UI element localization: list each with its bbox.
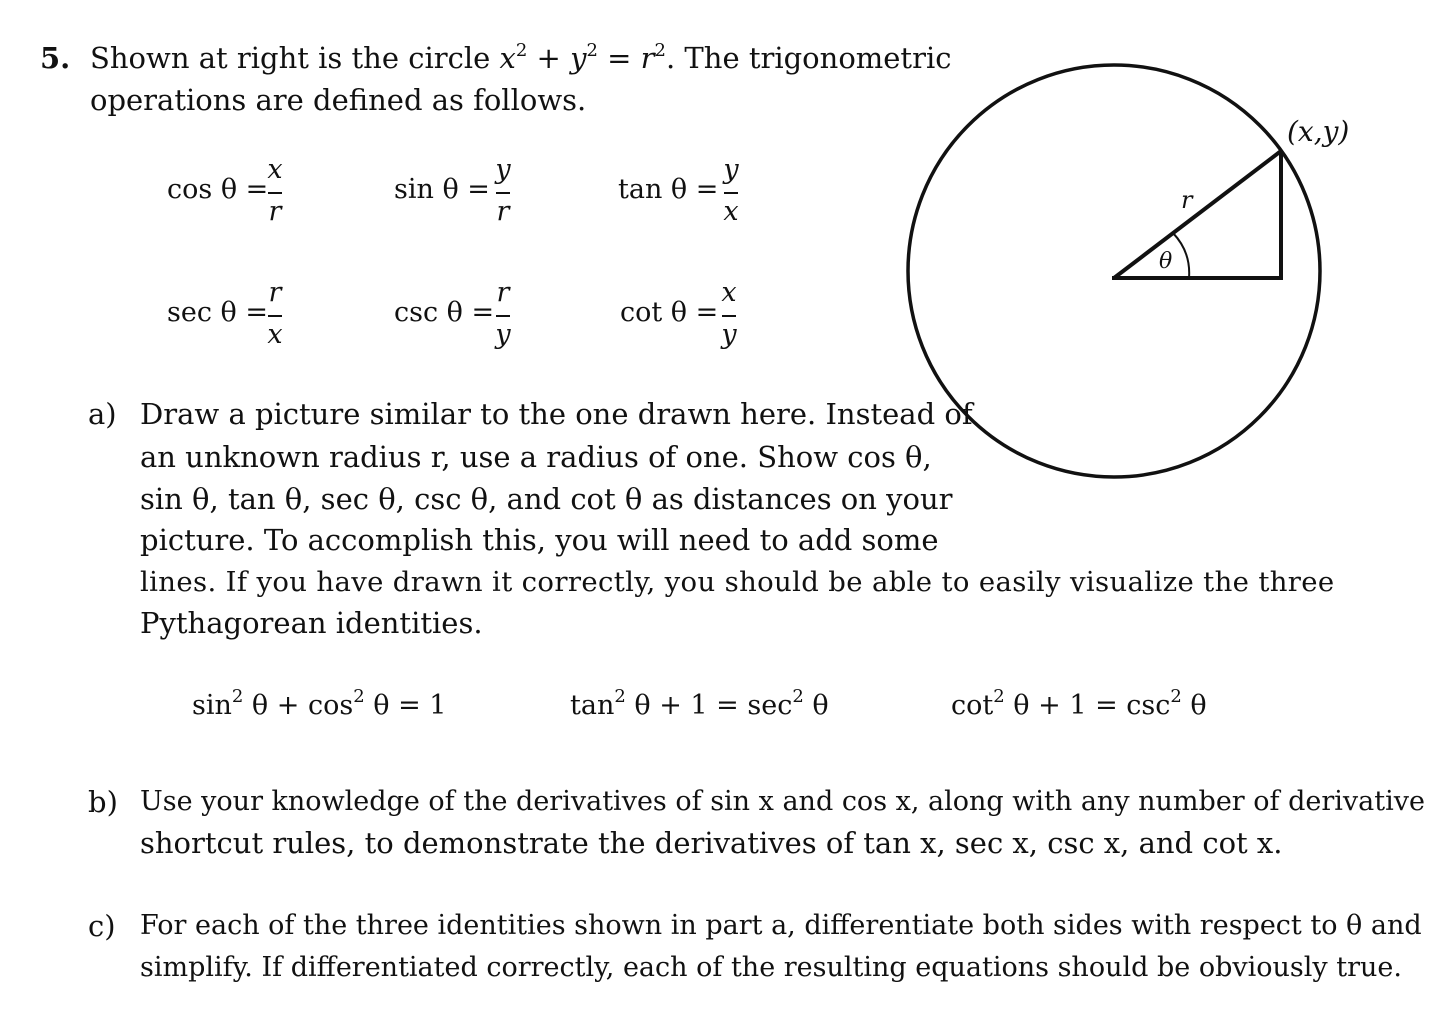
sup-r: 2 xyxy=(654,40,666,61)
identity-1-sup2: 2 xyxy=(353,686,365,707)
problem-intro-line-2: operations are defined as follows. xyxy=(90,83,587,117)
part-c-label: c) xyxy=(88,909,116,943)
def-sec-lhs: sec θ = xyxy=(167,297,268,328)
part-b-line-2: shortcut rules, to demonstrate the derivatives of tan x, sec x, csc x, and cot x. xyxy=(140,826,1283,860)
def-sec-den: x xyxy=(267,319,283,350)
def-csc-num: r xyxy=(496,277,510,308)
radius-line xyxy=(1114,151,1281,278)
sup-x: 2 xyxy=(515,40,528,61)
identity-3-c: θ xyxy=(1181,690,1207,721)
part-c-line-2: simplify. If differentiated correctly, each of the resulting equations should be obviously true. xyxy=(140,952,1402,983)
def-tan-num: y xyxy=(723,154,739,185)
part-b-line-1: Use your knowledge of the derivatives of sin x and cos x, along with any number of derivative xyxy=(140,786,1425,817)
part-a-label: a) xyxy=(88,397,117,431)
angle-arc xyxy=(1173,233,1189,278)
def-cot-den: y xyxy=(721,319,737,350)
intro-text-pre: Shown at right is the circle xyxy=(90,41,500,75)
sup-y: 2 xyxy=(586,40,598,61)
point-label: (x,y) xyxy=(1287,115,1350,148)
identity-sin-cos xyxy=(192,686,447,721)
identity-1-c: θ = 1 xyxy=(364,690,447,721)
def-sin-num: y xyxy=(495,154,511,185)
part-a-line-1: Draw a picture similar to the one drawn here. Instead of xyxy=(140,397,973,431)
def-cot-num: x xyxy=(721,277,737,308)
identity-2-sup1: 2 xyxy=(614,686,626,707)
circle-eq-r: r xyxy=(640,41,655,75)
part-c-line-1: For each of the three identities shown in part a, differentiate both sides with respect to θ and xyxy=(140,910,1422,941)
part-a-line-6: Pythagorean identities. xyxy=(140,606,483,640)
identity-2-a: tan xyxy=(570,690,615,721)
circle-eq-x: x xyxy=(499,41,516,75)
def-tan-lhs: tan θ = xyxy=(618,174,719,205)
identity-2-b: θ + 1 = sec xyxy=(625,690,793,721)
identity-1-a: sin xyxy=(192,690,232,721)
circle-eq-plus: + xyxy=(527,41,571,75)
part-a-line-2: an unknown radius r, use a radius of one. Show cos θ, xyxy=(140,440,932,474)
part-a-line-3: sin θ, tan θ, sec θ, csc θ, and cot θ as distances on your xyxy=(140,482,953,516)
circle-eq-y: y xyxy=(570,41,587,75)
part-b-label: b) xyxy=(88,785,118,819)
angle-label: θ xyxy=(1159,249,1173,274)
def-tan-den: x xyxy=(723,196,739,227)
identity-2-sup2: 2 xyxy=(792,686,804,707)
identity-1-sup1: 2 xyxy=(231,686,244,707)
def-cos-den: r xyxy=(268,196,282,227)
def-csc-lhs: csc θ = xyxy=(394,297,495,328)
def-sec-num: r xyxy=(268,277,282,308)
def-cos-lhs: cos θ = xyxy=(167,174,269,205)
part-a-line-4: picture. To accomplish this, you will need to add some xyxy=(140,523,939,557)
identity-3-a: cot xyxy=(951,690,994,721)
def-cot-lhs: cot θ = xyxy=(620,297,719,328)
part-a-line-5: lines. If you have drawn it correctly, you should be able to easily visualize the three xyxy=(140,566,1335,598)
identity-tan-sec xyxy=(570,686,829,721)
def-sin-lhs: sin θ = xyxy=(394,174,490,205)
def-sin-den: r xyxy=(496,196,510,227)
circle-eq-equals: = xyxy=(597,41,641,75)
identity-3-sup1: 2 xyxy=(993,686,1005,707)
def-cos-num: x xyxy=(267,154,283,185)
def-csc-den: y xyxy=(495,319,511,350)
identity-1-b: θ + cos xyxy=(243,690,354,721)
intro-text-post: . The trigonometric xyxy=(665,41,952,75)
identity-2-c: θ xyxy=(803,690,829,721)
identity-cot-csc xyxy=(951,686,1207,721)
identity-3-sup2: 2 xyxy=(1170,686,1182,707)
identity-3-b: θ + 1 = csc xyxy=(1004,690,1171,721)
radius-label: r xyxy=(1181,186,1193,214)
problem-number: 5. xyxy=(40,41,71,75)
